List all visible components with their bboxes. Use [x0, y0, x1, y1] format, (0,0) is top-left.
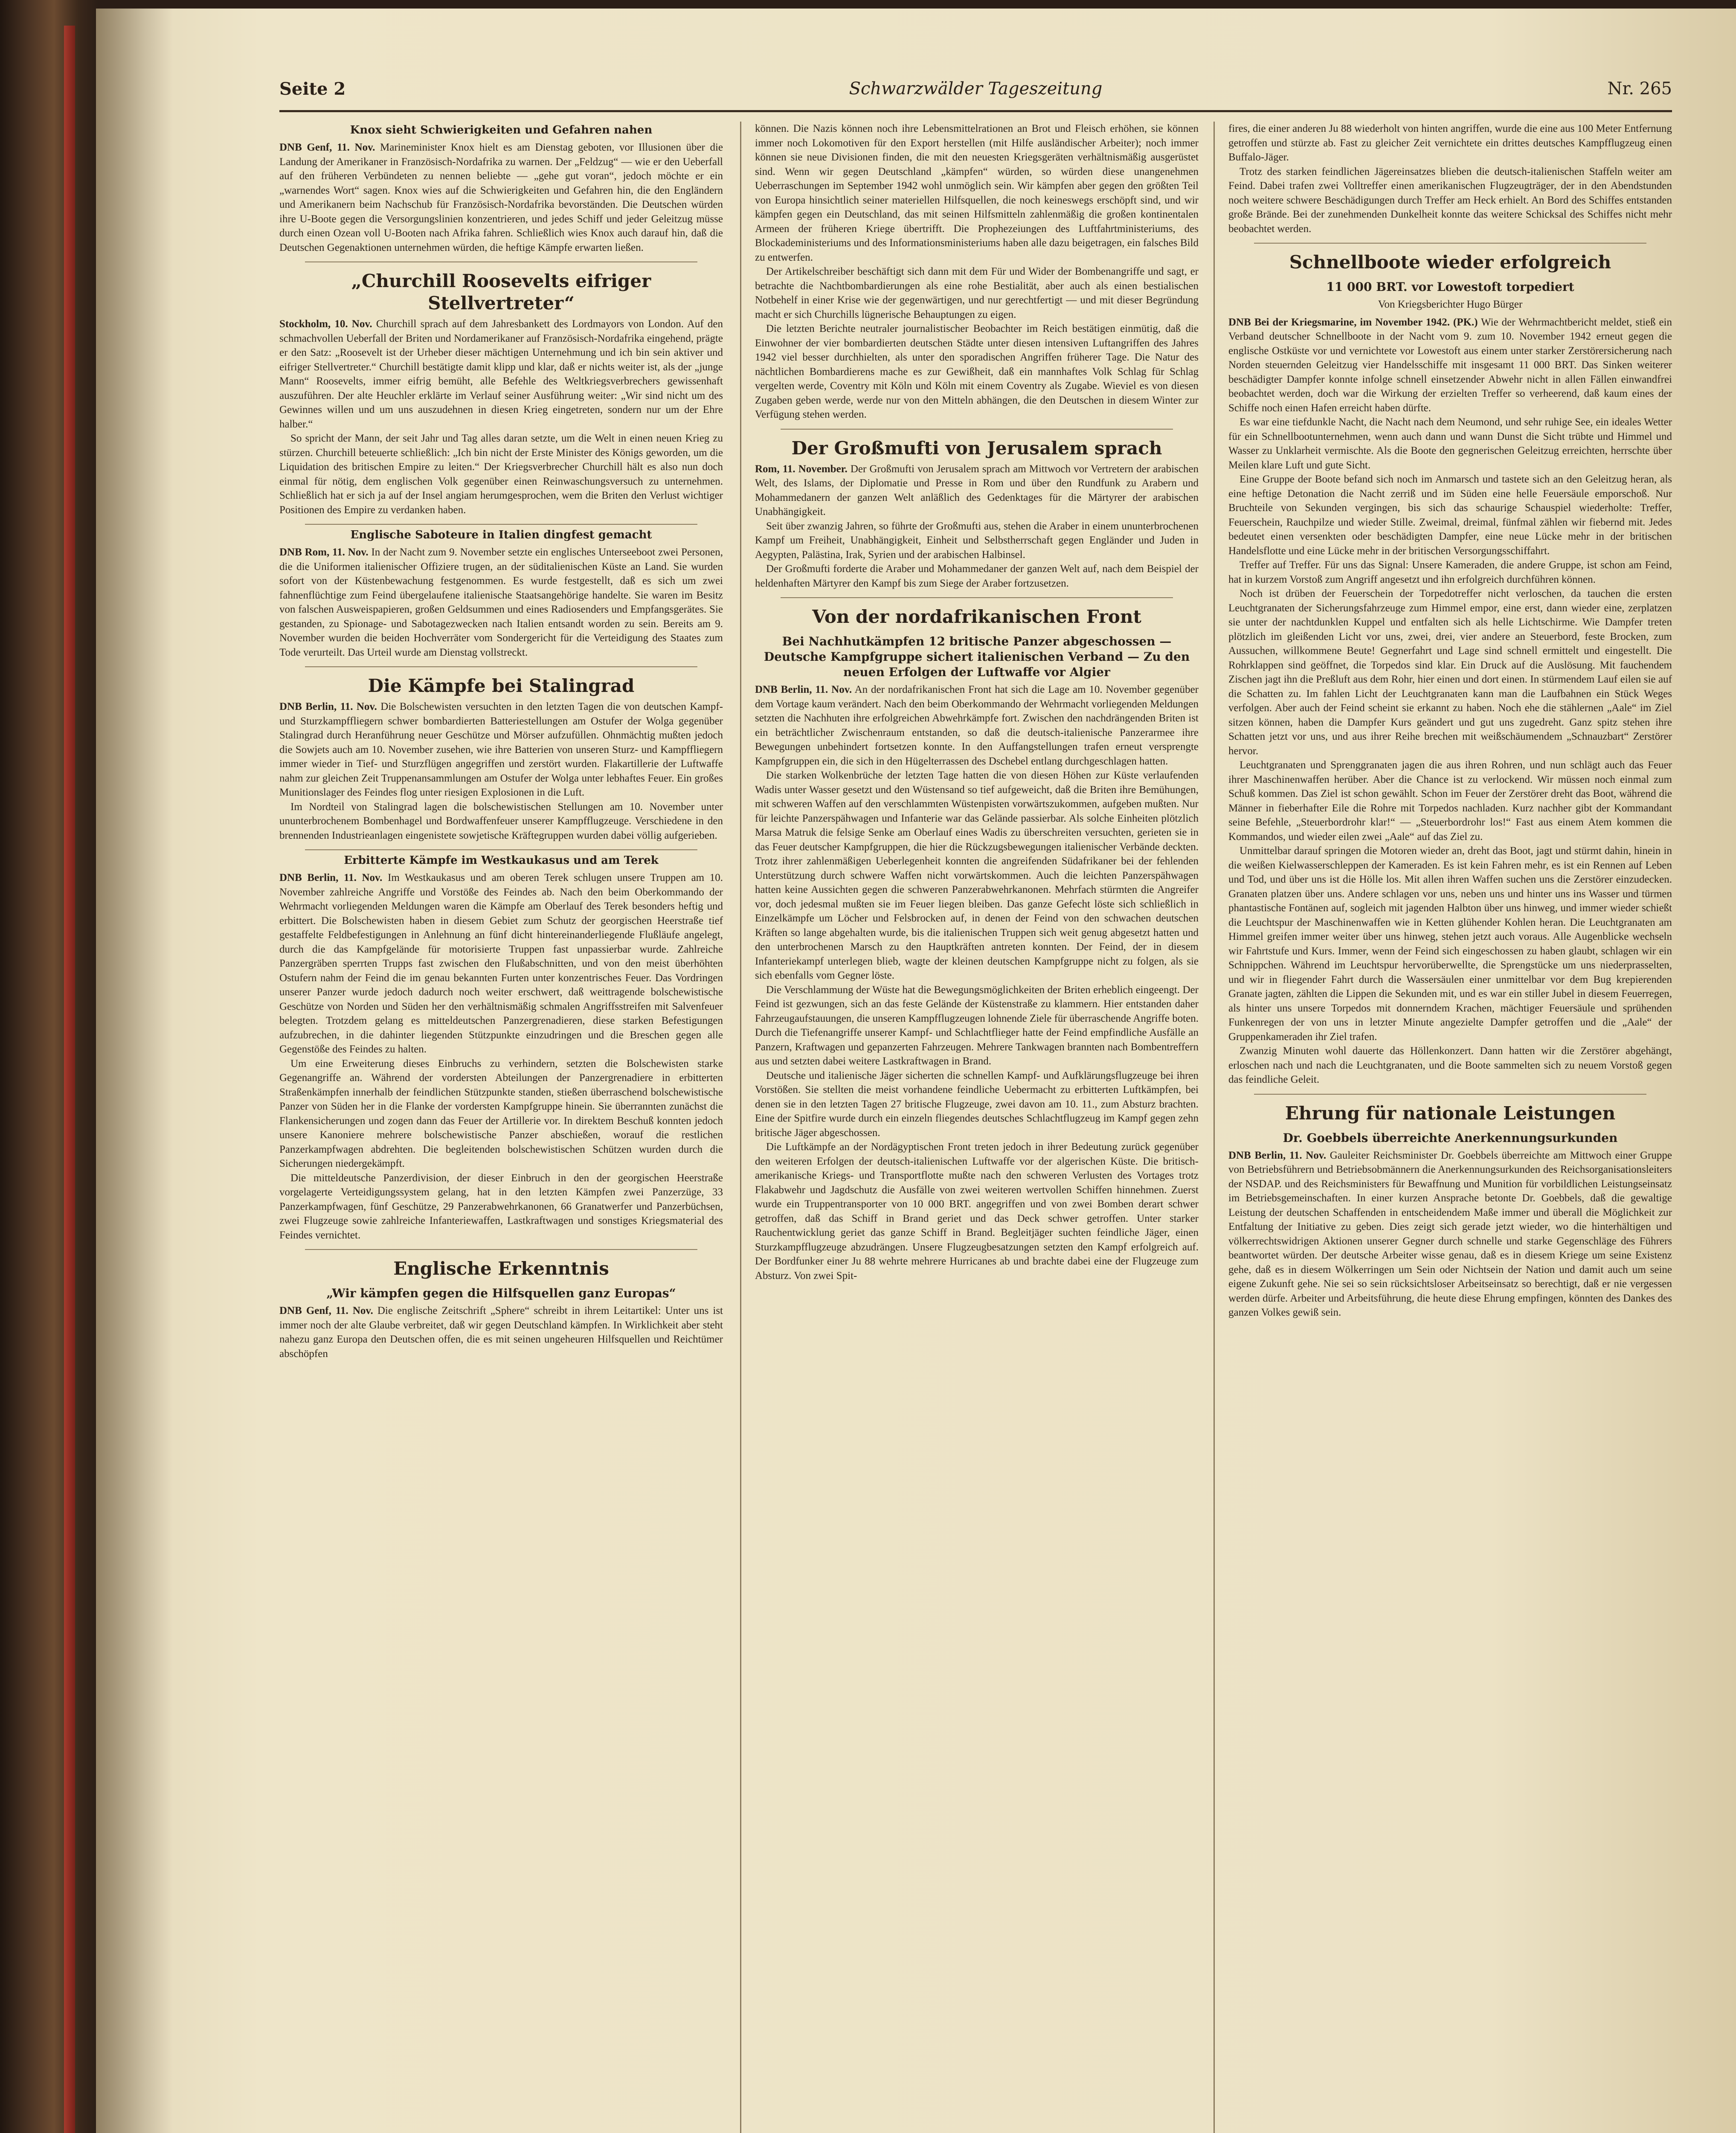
article-separator [1254, 1094, 1646, 1095]
column-rule-2 [1213, 122, 1215, 2133]
paragraph-text: Seit über zwanzig Jahren, so führte der Großmufti aus, stehen die Araber in einem ununterbrochenen Kampf um Freiheit, Unabhängigkeit, Einheit und Selbstherrschaft gegen Engländer und Juden in Aegypten, Palästina, Irak, Syrien und der arabischen Halbinsel. [755, 520, 1199, 561]
article-paragraph [279, 871, 723, 1057]
paragraph-text: Der Artikelschreiber beschäftigt sich dann mit dem Für und Wider der Bombenangriffe und sagt, er betrachte die Nachtbombardierungen als eine rohe Bestialität, aber auch als einen bestialischen Notbehelf in einer Krise wie der gegenwärtigen, und nur gerechtfertigt — und mit dieser Begründung macht er sich Churchills lügnerische Behauptungen zu eigen. [755, 266, 1199, 320]
article-paragraph [1228, 587, 1672, 758]
paragraph-text: Gauleiter Reichsminister Dr. Goebbels überreichte am Mittwoch einer Gruppe von Betriebsführern und Betriebsobmännern die Anerkennungsurkunden des Reichsorganisationsleiters der NSDAP. und des Reichsministers für Bewaffnung und Munition für vorbildlichen Leistungseinsatz im Betriebsgemeinschaften. In einer kurzen Ansprache betonte Dr. Goebbels, daß die gewaltige Leistung der deutschen Schaffenden in entscheidendem Maße immer und überall die Möglichkeit zur Entfaltung der Initiative zu geben. Dies zeigt sich gerade jetzt wieder, wo die hinterhältigen und völkerrechtswidrigen Aktionen unserer Gegner durch schnelle und starke Gegenschläge des Führers beantwortet würden. Der deutsche Arbeiter wisse genau, daß es in diesem Kriege um seine Existenz gehe, daß es in diesem Wölkerringen um Sein oder Nichtsein der Nation und damit auch um seine eigene Zukunft gehe. Nie sei so sein rücksichtsloser Arbeitseinsatz so berechtigt, daß er nie vergessen werden dürfe. Arbeiter und Arbeitsführung, die heute diese Ehrung empfingen, könnten des Dankes des ganzen Volkes gewiß sein. [1228, 1149, 1672, 1318]
article-paragraph [755, 683, 1199, 768]
article-separator [305, 524, 697, 525]
article-headline: Englische Erkenntnis [393, 1258, 609, 1279]
article-paragraph [755, 768, 1199, 983]
article-headline: Schnellboote wieder erfolgreich [1289, 252, 1611, 273]
article-headline: Der Großmufti von Jerusalem sprach [791, 437, 1162, 459]
article-paragraph [279, 431, 723, 517]
article-nordafrika [755, 606, 1199, 1283]
article-dateline: DNB Bei der Kriegsmarine, im November 1942. (PK.) [1228, 316, 1478, 328]
article-paragraph [1228, 472, 1672, 558]
paragraph-text: Der Großmufti forderte die Araber und Mohammedaner der ganzen Welt auf, nach dem Beispiel der heldenhaften Märtyrer den Kampf bis zum Siege der Araber fortzusetzen. [755, 563, 1199, 589]
paragraph-text: Eine Gruppe der Boote befand sich noch im Anmarsch und tastete sich an den Geleitzug heran, als eine heftige Detonation die Nacht zerriß und im Süden eine helle Feuersäule emporschoß. Nur Bruchteile von Sekunden vergingen, bis sich das schaurige Schauspiel wiederholte: Treffer, Feuerschein, Rauchpilze und wieder Stille. Zweimal, dreimal, fünfmal zählen wir fiebernd mit. Jedes bedeutet einen versenkten oder beschädigten Dampfer, eine neue Lücke mehr in der britischen Handelsflotte und eine Lücke mehr in der britischen Versorgungsschiffahrt. [1228, 474, 1672, 557]
column-rule-1 [740, 122, 741, 2133]
article-separator [305, 666, 697, 667]
paragraph-text: Noch ist drüben der Feuerschein der Torpedotreffer nicht verloschen, da tauchen die ersten Leuchtgranaten der Sicherungsfahrzeuge zum Himmel empor, eine erst, dann wieder eine, zerplatzen sie unter der nachtdunklen Kuppel und entfalten sich als helle Lichtschirme. Wie Dampfer treten plötzlich im gleißenden Licht vor uns, zwei, drei, vier andere an Steuerbord, feste Brocken, zum Aussuchen, willkommene Beute! Gegnerfahrt und Lage sind schnell ermittelt und eingestellt. Die Rohrklappen sind geöffnet, die Torpedos sind klar. Ein Druck auf die Auslösung. Mit fauchendem Zischen jagt ihn die Preßluft aus dem Rohr, hier einen und dort einen. In stürmendem Lauf eilen sie auf die Schatten zu. Im fahlen Licht der Leuchtgranaten kann man die Laufbahnen ein Stück Weges verfolgen. Aber auch der Feind scheint sie erkannt zu haben. Noch ehe die stählernen „Aale“ im Ziel sitzen können, haben die Dampfer Kurs geändert und gut uns zugedreht. Ganz spitz stehen ihre Schatten jetzt vor uns, und aus ihrer Reihe brechen mit weißschäumendem „Schnauzbart“ Zerstörer hervor. [1228, 588, 1672, 757]
article-headline: Englische Saboteure in Italien dingfest gemacht [350, 529, 652, 541]
paragraph-text: Churchill sprach auf dem Jahresbankett des Lordmayors von London. Auf den schmachvollen Ueberfall der Briten und Nordamerikaner auf Französisch-Nordafrika eingehend, prägte er den Satz: „Roosevelt ist der Urheber dieser mächtigen Unternehmung und ich bin sein aktiver und eifriger Stellvertreter.“ Churchill bestätigte damit klipp und klar, daß er nichts weiter ist, als der „junge Mann“ Roosevelts, immer eifrig bemüht, alle Befehle des Weltkriegsverbrechers gewissenhaft auszuführen. Der alte Heuchler erklärte im Verlauf seiner Ausführung weiter: „Wir sind nicht um des Gewinnes willen und um uns auszudehnen in diesen Krieg eingetreten, sondern nur um der Ehre halber.“ [279, 318, 723, 430]
article-paragraph [755, 322, 1199, 422]
article-headline: Die Kämpfe bei Stalingrad [368, 675, 635, 696]
article-paragraph [755, 264, 1199, 322]
page-header [279, 79, 1672, 105]
paragraph-text: Im Nordteil von Stalingrad lagen die bolschewistischen Stellungen am 10. November unter ununterbrochenem Bombenhagel und Bordwaffenfeuer unserer Kampfflugzeuge. Verschiedene in den brennenden Industrieanlagen eingenistete sowjetische Kräftegruppen wurden dabei völlig aufgerieben. [279, 801, 723, 841]
article-paragraph [1228, 1148, 1672, 1320]
article-nordafrika-cont [1228, 122, 1672, 244]
article-paragraph [1228, 315, 1672, 416]
article-grossmufti [755, 437, 1199, 599]
page-label: Seite 2 [279, 79, 346, 99]
paragraph-text: Zwanzig Minuten wohl dauerte das Höllenkonzert. Dann hatten wir die Zerstörer abgehängt, erloschen nach und nach die Leuchtgranaten, und die Boote sammelten sich zu neuem Vorstoß gegen das feindliche Geleit. [1228, 1045, 1672, 1085]
article-subhead: Dr. Goebbels überreichte Anerkennungsurkunden [1283, 1130, 1618, 1145]
paragraph-text: Die Verschlammung der Wüste hat die Bewegungsmöglichkeiten der Briten erheblich eingeengt. Der Feind ist gezwungen, sich an das feste Gelände der Küstenstraße zu klammern. Hier entstanden daher Fahrzeugaufstauungen, die unseren Kampfflugzeugen lohnende Ziele für überraschende Angriffe boten. Durch die Tiefenangriffe unserer Kampf- und Schlachtflieger hatte der Feind empfindliche Ausfälle an Panzern, Kraftwagen und gepanzerten Fahrzeugen. Mehrere Tankwagen brannten nach Bombentreffern aus und setzten dabei weitere Lastkraftwagen in Brand. [755, 984, 1199, 1067]
book-binding-spine [0, 0, 98, 2133]
article-paragraph [1228, 165, 1672, 236]
article-dateline: DNB Genf, 11. Nov. [279, 1305, 373, 1316]
column-2 [755, 122, 1199, 2133]
paragraph-text: Die starken Wolkenbrüche der letzten Tage hatten die von diesen Höhen zur Küste verlaufenden Wadis unter Wasser gesetzt und den Wüstensand so tief aufgeweicht, daß die Briten ihre Bemühungen, mit schweren Waffen auf den verschlammten Wüstenpisten vorwärtszukommen, aufgeben mußten. Nur für leichte Panzerspähwagen und Infanterie war das Gelände passierbar. Als solche Einheiten plötzlich Marsa Matruk die felsige Senke am Oberlauf eines Wadis zu überschreiten versuchten, gerieten sie in das Feuer deutscher Kampfgruppen, die hier die Rückzugsbewegungen italienischer Verbände deckten. Trotz ihrer zahlenmäßigen Ueberlegenheit konnten die angreifenden Südafrikaner bei der fehlenden Unterstützung durch schwere Waffen nicht vorwärtskommen. Auch die leichten Panzerspähwagen hatten keine Aussichten gegen die schweren Panzerabwehrkanonen. Mehrfach stürmten die Angreifer vor, doch jedesmal mußten sie im Feuer liegen bleiben. Das ganze Gefecht löste sich schließlich in Einzelkämpfe um Löcher und Felsbrocken auf, in denen der Feind von den schwachen deutschen Kräften so lange abgehalten wurde, bis die italienischen Truppen sich weit genug abgesetzt hatten und den unterbrochenen Marsch zu den Hauptkräften antreten konnten. Der Feind, der in diesem Infanteriekampf unterlegen blieb, wagte der kleinen deutschen Kampfgruppe nicht zu folgen, als sie sich ebenfalls vom Gegner löste. [755, 770, 1199, 981]
paragraph-text: Wie der Wehrmachtbericht meldet, stieß ein Verband deutscher Schnellboote in der Nacht vom 9. zum 10. November 1942 erneut gegen die englische Ostküste vor und vernichtete vor Lowestoft aus einem unter starker Zerstörersicherung nach Norden steuernden Geleitzug vier Handelsschiffe mit insgesamt 11 000 BRT. Das Sinken weiterer beschädigter Dampfer konnte infolge schnell einsetzender Abwehr nicht in allen Fällen einwandfrei beobachtet werden, doch war die Wirkung der erzielten Treffer so verheerend, daß kaum eines der Schiffe noch einen Hafen erreicht haben dürfte. [1228, 316, 1672, 414]
article-knox [279, 123, 723, 262]
article-paragraph [1228, 415, 1672, 472]
paragraph-text: Die englische Zeitschrift „Sphere“ schreibt in ihrem Leitartikel: Unter uns ist immer noch der alte Glaube verbreitet, daß wir gegen Deutschland kämpfen. In Wirklichkeit aber steht nahezu ganz Europa den Deutschen offen, die es mit seinen ungeheuren Hilfsquellen und Reichtümer abschöpfen [279, 1305, 723, 1360]
paragraph-text: Treffer auf Treffer. Für uns das Signal: Unsere Kameraden, die andere Gruppe, ist schon am Feind, hat in kurzem Vorstoß zum Angriff angesetzt und ihn erfolgreich durchführen können. [1228, 559, 1672, 585]
article-separator [305, 849, 697, 850]
paragraph-text: An der nordafrikanischen Front hat sich die Lage am 10. November gegenüber dem Vortage kaum verändert. Nach den beim Oberkommando der Wehrmacht vorliegenden Meldungen setzten die Nachhuten ihre erfolgreichen Abwehrkämpfe fort. Zwischen den nachdrängenden Briten ist ein beträchtlicher Zwischenraum entstanden, so daß die deutsch-italienische Panzerarmee ihre Bewegungen unbehindert fortsetzen konnte. In den Auffangstellungen trafen erneut versprengte Kampfgruppen ein, die sich in den Hügelterrassen des Dschebel entlang durchgeschlagen hatten. [755, 684, 1199, 767]
article-paragraph [279, 1171, 723, 1243]
article-paragraph [755, 122, 1199, 264]
article-dateline: DNB Rom, 11. Nov. [279, 546, 369, 558]
article-paragraph [279, 1304, 723, 1361]
paragraph-text: In der Nacht zum 9. November setzte ein englisches Unterseeboot zwei Personen, die die Uniformen italienischer Offiziere trugen, an der süditalienischen Küste an Land. Sie wurden sofort von der Küstenbewachung festgenommen. Es wurde festgestellt, daß es sich um zwei fahnenflüchtige zum Feind übergelaufene italienische Staatsangehörige handelte. Sie waren im Besitz von falschen Ausweispapieren, großen Geldsummen und eines Radiosenders und Empfangsgerätes. Sie gestanden, zu Spionage- und Sabotagezwecken nach Italien entsandt worden zu sein. Bereits am 9. November wurden die beiden Hochverräter vom Sondergericht für die Verteidigung des Staates zum Tode verurteilt. Das Urteil wurde am Dienstag vollstreckt. [279, 546, 723, 658]
article-paragraph [755, 983, 1199, 1069]
article-dateline: Stockholm, 10. Nov. [279, 318, 372, 330]
paragraph-text: Im Westkaukasus und am oberen Terek schlugen unsere Truppen am 10. November zahlreiche Angriffe und Vorstöße des Feindes ab. Nach den beim Oberkommando der Wehrmacht vorliegenden Meldungen waren die Kämpfe am Oberlauf des Terek besonders heftig und erbittert. Die Bolschewisten haben in diesem Gebiet zum Schutz der georgischen Heerstraße tief gestaffelte Feldbefestigungen in Anlehnung an fünf dicht hintereinanderliegende Flußläufe angelegt, durch die das Kampfgelände für motorisierte Truppen fast unpassierbar wurde. Zahlreiche Panzergräben sperrten Trupps fast zwischen den Flußabschnitten, und von den meist überhöhten Ostufern nahm der Feind die im genau bekannten Furten unter konzentrisches Feuer. Das Vordringen unserer Panzer wurde jedoch dadurch noch weiter erschwert, daß weittragende bolschewistische Geschütze von Norden und Süden her den verhältnismäßig schmalen Angriffsstreifen mit Salvenfeuer belegten. Trotzdem gelang es mitteldeutschen Panzergrenadieren, diese starken Befestigungen aufzubrechen, in die dahinter liegenden Stützpunkte einzudringen und die Breschen gegen alle Gegenstöße des Feindes zu halten. [279, 872, 723, 1055]
column-1 [279, 122, 723, 2133]
article-paragraph [1228, 122, 1672, 165]
paragraph-text: Um eine Erweiterung dieses Einbruchs zu verhindern, setzten die Bolschewisten starke Gegenangriffe an. Während der vordersten Abteilungen der Panzergrenadiere in erbitterten Straßenkämpfen innerhalb der feindlichen Stützpunkte standen, stießen überraschend bolschewistische Panzer von Süden her in die Flanke der vordersten Kampfgruppe hinein. Sie überrannten zunächst die Flankensicherungen und zogen dann das Feuer der Artillerie vor. In direktem Beschuß konnten jedoch unsere Kanoniere mehrere bolschewistische Panzer abschießen, worauf die restlichen Panzerkampfwagen abdrehten. Die begleitenden bolschewistischen Schützen wurden durch die Sicherungen niedergekämpft. [279, 1058, 723, 1169]
article-paragraph [279, 700, 723, 800]
paragraph-text: Die Luftkämpfe an der Nordägyptischen Front treten jedoch in ihrer Bedeutung zurück gegenüber den weiteren Erfolgen der deutsch-italienischen Luftwaffe vor der algerischen Küste. Die britisch-amerikanische Kriegs- und Transportflotte mußte nach den schweren Verlusten des Vortages trotz Flakabwehr und Jagdschutz die Ausfälle von zwei weiteren wertvollen Schiffen hinnehmen. Zuerst wurde ein Truppentransporter von 10 000 BRT. angegriffen und von zwei Bomben derart schwer getroffen, daß das Schiff in Brand geriet und das Deck schwer getroffen. Unter starker Rauchentwicklung geriet das ganze Schiff in Brand. Begleitjäger suchten feindliche Jäger, einen Sturzkampfflugzeuge abzudrängen. Unsere Flugzeugbesatzungen setzten den Kampf erfolgreich auf. Der Bordfunker einer Ju 88 wehrte mehrere Hurricanes ab und brachte dabei eine der Flugzeuge zum Absturz. Von zwei Spit- [755, 1141, 1199, 1282]
article-separator [781, 597, 1173, 598]
paragraph-text: Es war eine tiefdunkle Nacht, die Nacht nach dem Neumond, und sehr ruhige See, ein ideales Wetter für ein Schnellbootunternehmen, wenn auch dann und wann Dunst die Sicht trübte und Himmel und Wasser zu Unklarheit vermischte. Als die Boote den gegnerischen Geleitzug erreichten, herrschte über Meilen klare Luft und gute Sicht. [1228, 416, 1672, 471]
article-paragraph [755, 462, 1199, 519]
paragraph-text: Unmittelbar darauf springen die Motoren wieder an, dreht das Boot, jagt und stürmt dahin, hinein in die weißen Kielwasserschleppen der Kameraden. Es ist kein Fahren mehr, es ist ein Rennen auf Leben und Tod, und über uns ist die Hölle los. Mit allen ihren Waffen suchen uns die Zerstörer einzudecken. Granaten platzen über uns. Andere schlagen vor uns, neben uns und hinter uns ins Wasser und türmen phantastische Fontänen auf, sogleich mit jagenden Halbton über uns hinweg, und immer wieder schießt die Leuchtspur der Maschinenwaffen wie in Ketten glühender Kohlen heran. Die Leuchtgranaten am Himmel greifen immer weiter über uns hinweg, stehen jetzt auch voraus. Alle Augenblicke wechseln wir Fahrtstufe und Kurs. Immer, wenn der Feind sich eingeschossen zu haben glaubt, schlagen wir ein Schnippchen. Während im Leuchtspur hervorüberwellte, die Sprengstücke um uns niederprasselten, und wir in fliegender Fahrt durch die Wassersäulen einer unmittelbar vor dem Bug krepierenden Granate jagten, zählten die Lippen die Sekunden mit, und es war ein stiller Jubel in diesem Feuerregen, als hinter uns unsere Torpedos mit donnerndem Krachen, mächtiger Feuersäule und sprühenden Funkenregen der von uns in letzter Minute angezielte Dampfer getroffen und die „Aale“ der Gruppenkameraden ihr Ziel trafen. [1228, 845, 1672, 1043]
article-ehrung [1228, 1102, 1672, 1320]
binding-red-edge [64, 26, 75, 2133]
article-paragraph [1228, 758, 1672, 844]
article-paragraph [755, 562, 1199, 590]
article-churchill [279, 270, 723, 525]
header-rule [279, 110, 1672, 112]
paragraph-text: Die Bolschewisten versuchten in den letzten Tagen die von deutschen Kampf- und Sturzkampffliegern schwer bombardierten Batteriestellungen am Ostufer der Wolga gegenüber Stalingrad durch Heranführung neuer Geschütze und Mörser aufzufüllen. Ohnmächtig mußten jedoch die Sowjets auch am 10. November zusehen, wie ihre Batterien von unseren Sturz- und Kampffliegern immer wieder in Tief- und Sturzflügen angegriffen und zerstört wurden. Flakartillerie der Luftwaffe nahm zur gleichen Zeit Truppenansammlungen am Ostufer der Wolga unter lebhaftes Feuer. Ein großes Munitionslager des Feindes flog unter riesigen Explosionen in die Luft. [279, 701, 723, 798]
article-subhead: „Wir kämpfen gegen die Hilfsquellen ganz Europas“ [326, 1286, 676, 1300]
article-dateline: DNB Berlin, 11. Nov. [279, 872, 383, 883]
paragraph-text: Die letzten Berichte neutraler journalistischer Beobachter im Reich bestätigen einmütig, daß die Einwohner der vier bombardierten deutschen Städte unter diesen intensiven Luftangriffen des Jahres 1942 viel besser durchhielten, als unter den sporadischen Angriffen früherer Tage. Die Natur des nächtlichen Bombardierens mache es zur Gewißheit, daß ein mannhaftes Volk Schlag für Schlag vergelten werde, Coventry mit Köln und Köln mit einem Coventry als Zugabe. Wieviel es von diesen Zugaben geben werde, werde nur von den Mitteln abhängen, die den Deutschen in diesem Winter zur Verfügung stehen werden. [755, 323, 1199, 420]
article-subhead: 11 000 BRT. vor Lowestoft torpediert [1326, 280, 1574, 294]
paragraph-text: Die mitteldeutsche Panzerdivision, der dieser Einbruch in den der georgischen Heerstraße vorgelagerte Verteidigungssystem gelang, hat in den letzten Kämpfen zwei Panzerzüge, 33 Panzerkampfwagen, fünf Geschütze, 29 Panzerabwehrkanonen, 66 Granatwerfer und Panzerbüchsen, zwei Flugzeuge sowie zahlreiche Infanteriewaffen, Lastkraftwagen und sonstiges Kriegsmaterial des Feindes vernichtet. [279, 1172, 723, 1241]
article-headline: „Churchill Roosevelts eifriger Stellvertreter“ [351, 270, 651, 314]
paragraph-text: Trotz des starken feindlichen Jägereinsatzes blieben die deutsch-italienischen Staffeln weiter am Feind. Dabei trafen zwei Volltreffer einen amerikanischen Flugzeugträger, der in den Abendstunden noch weitere schwere Beschädigungen durch Treffer am Heck erhielt. An Bord des Schiffes entstanden große Brände. Bei der zunehmenden Dunkelheit konnte das weitere Schicksal des Schiffes nicht mehr beobachtet werden. [1228, 166, 1672, 235]
article-saboteure [279, 528, 723, 667]
article-dateline: DNB Berlin, 11. Nov. [279, 701, 377, 712]
article-schnellboote [1228, 251, 1672, 1095]
article-separator [305, 1249, 697, 1250]
article-dateline: Rom, 11. November. [755, 463, 848, 475]
article-paragraph [279, 140, 723, 255]
article-separator [1254, 243, 1646, 244]
paragraph-text: So spricht der Mann, der seit Jahr und Tag alles daran setzte, um die Welt in einen neuen Krieg zu stürzen. Churchill beteuerte schließlich: „Ich bin nicht der Erste Minister des Königs geworden, um die Liquidation des britischen Empire zu leiten.“ Der Kriegsverbrecher Churchill hält es also nun doch einmal für nötig, dem englischen Volk gegenüber einen Reinwaschungsversuch zu unternehmen. Schließlich hat er sich ja auf der Insel angiam herumgesprochen, wem die Briten den Verlust wichtiger Positionen des Empire zu verdanken haben. [279, 433, 723, 516]
article-paragraph [755, 519, 1199, 562]
article-headline: Von der nordafrikanischen Front [812, 606, 1141, 627]
article-dateline: DNB Genf, 11. Nov. [279, 142, 375, 153]
article-dateline: DNB Berlin, 11. Nov. [1228, 1149, 1327, 1161]
issue-number: Nr. 265 [1607, 79, 1672, 99]
article-paragraph [1228, 1044, 1672, 1087]
article-headline: Erbitterte Kämpfe im Westkaukasus und am Terek [344, 854, 659, 867]
article-separator [781, 429, 1173, 430]
article-paragraph [755, 1069, 1199, 1140]
article-paragraph [1228, 844, 1672, 1044]
article-erkenntnis [279, 1258, 723, 1361]
article-paragraph [1228, 558, 1672, 587]
article-dateline: DNB Berlin, 11. Nov. [755, 684, 852, 695]
article-erkenntnis-cont [755, 122, 1199, 430]
article-stalingrad [279, 675, 723, 850]
article-paragraph [279, 545, 723, 660]
paragraph-text: Der Großmufti von Jerusalem sprach am Mittwoch vor Vertretern der arabischen Welt, des Islams, der Diplomatie und Presse in Rom und über den Rundfunk zu Arabern und Mohammedanern der ganzen Welt anläßlich des Gedenktages für die Märtyrer der arabischen Unabhängigkeit. [755, 463, 1199, 517]
paper-name: Schwarzwälder Tageszeitung [849, 79, 1103, 99]
column-3 [1228, 122, 1672, 2133]
article-paragraph [279, 800, 723, 843]
article-headline: Ehrung für nationale Leistungen [1285, 1102, 1616, 1124]
article-byline: Von Kriegsberichter Hugo Bürger [1378, 299, 1523, 310]
paragraph-text: fires, die einer anderen Ju 88 wiederholt von hinten angriffen, wurde die eine aus 100 Meter Entfernung getroffen und stürzte ab. Fast zu gleicher Zeit vernichtete ein drittes deutsches Kampfflugzeug einen Buffalo-Jäger. [1228, 123, 1672, 163]
article-paragraph [755, 1140, 1199, 1283]
article-subhead: Bei Nachhutkämpfen 12 britische Panzer abgeschossen — Deutsche Kampfgruppe sichert italienischen Verband — Zu den neuen Erfolgen der Luftwaffe vor Algier [763, 634, 1190, 679]
paragraph-text: Deutsche und italienische Jäger sicherten die schnellen Kampf- und Aufklärungsflugzeuge bei ihren Vorstößen. Sie stellten die meist vorhandene feindliche Uebermacht zu erbitterten Luftkämpfen, bei denen sie in den letzten Tagen 27 britische Flugzeuge, zwei davon am 10. 11., zum Absturz brachten. Eine der Spitfire wurde durch ein einzeln fliegendes deutsches Schlachtflugzeug im Kampf gegen zehn britische Jäger abgeschossen. [755, 1069, 1199, 1139]
article-headline: Knox sieht Schwierigkeiten und Gefahren nahen [350, 124, 653, 137]
paragraph-text: Leuchtgranaten und Sprenggranaten jagen die aus ihren Rohren, und nun schlägt auch das Feuer ihrer Maschinenwaffen herüber. Aber die Chance ist zu verlockend. Wir müssen noch einmal zum Schuß kommen. Das Ziel ist schon gewählt. Schon im Feuer der Zerstörer dreht das Boot, während die Männer in fieberhafter Eile die Rohre mit Torpedos nachladen. Kurz nachher gibt der Kommandant seine Befehle, „Steuerbordrohr klar!“ — „Steuerbordrohr los!“ Fast aus einem Atem kommen die Kommandos, und wieder eilen zwei „Aale“ auf das Ziel zu. [1228, 759, 1672, 843]
article-paragraph [279, 317, 723, 431]
article-terek [279, 854, 723, 1250]
article-paragraph [279, 1057, 723, 1171]
paragraph-text: Marineminister Knox hielt es am Dienstag geboten, vor Illusionen über die Landung der Amerikaner in Französisch-Nordafrika zu warnen. Der „Feldzug“ — wie er den Ueberfall auf den früheren Verbündeten zu nennen beliebte — „gehe gut voran“, jedoch möchte er ein „warnendes Wort“ sagen. Knox wies auf die Schwierigkeiten und Gefahren hin, die den Engländern und Amerikanern beim Nachschub für Französisch-Nordafrika bevorständen. Die Deutschen würden ihre U-Boote gegen die Versorgungslinien konzentrieren, und jedes Schiff und jeder Geleitzug müsse durch einen Ozean voll U-Booten nach Afrika fahren. Schließlich wies Knox auch darauf hin, daß die Deutschen Gegenaktionen unternehmen würden, die heftige Kämpfe erwarten ließen. [279, 142, 723, 253]
paragraph-text: können. Die Nazis können noch ihre Lebensmittelrationen an Brot und Fleisch erhöhen, sie können immer noch Lokomotiven für den Export herstellen (mit Hilfe ausländischer Arbeiter); noch immer können sie neue Divisionen finden, die mit den neuesten Kriegsgeräten verhältnismäßig ausgerüstet sind. Wenn wir gegen Deutschland „kämpfen“ würden, so würden diese unangenehmen Ueberraschungen im September 1942 wohl unmöglich sein. Wir kämpfen aber gegen den größten Teil von Europa hinsichtlich seiner materiellen Hilfsquellen, die noch keineswegs erschöpft sind, und wir kämpfen gegen ein Deutschland, das mit seinen Hilfsmitteln zahlenmäßig die großen kontinentalen Armeen der früheren Kriege übertrifft. Die Prophezeiungen des Luftfahrtministeriums, des Blockadeministeriums und des Informationsministeriums haben alle dazu beigetragen, ein falsches Bild zu entwerfen. [755, 123, 1199, 263]
